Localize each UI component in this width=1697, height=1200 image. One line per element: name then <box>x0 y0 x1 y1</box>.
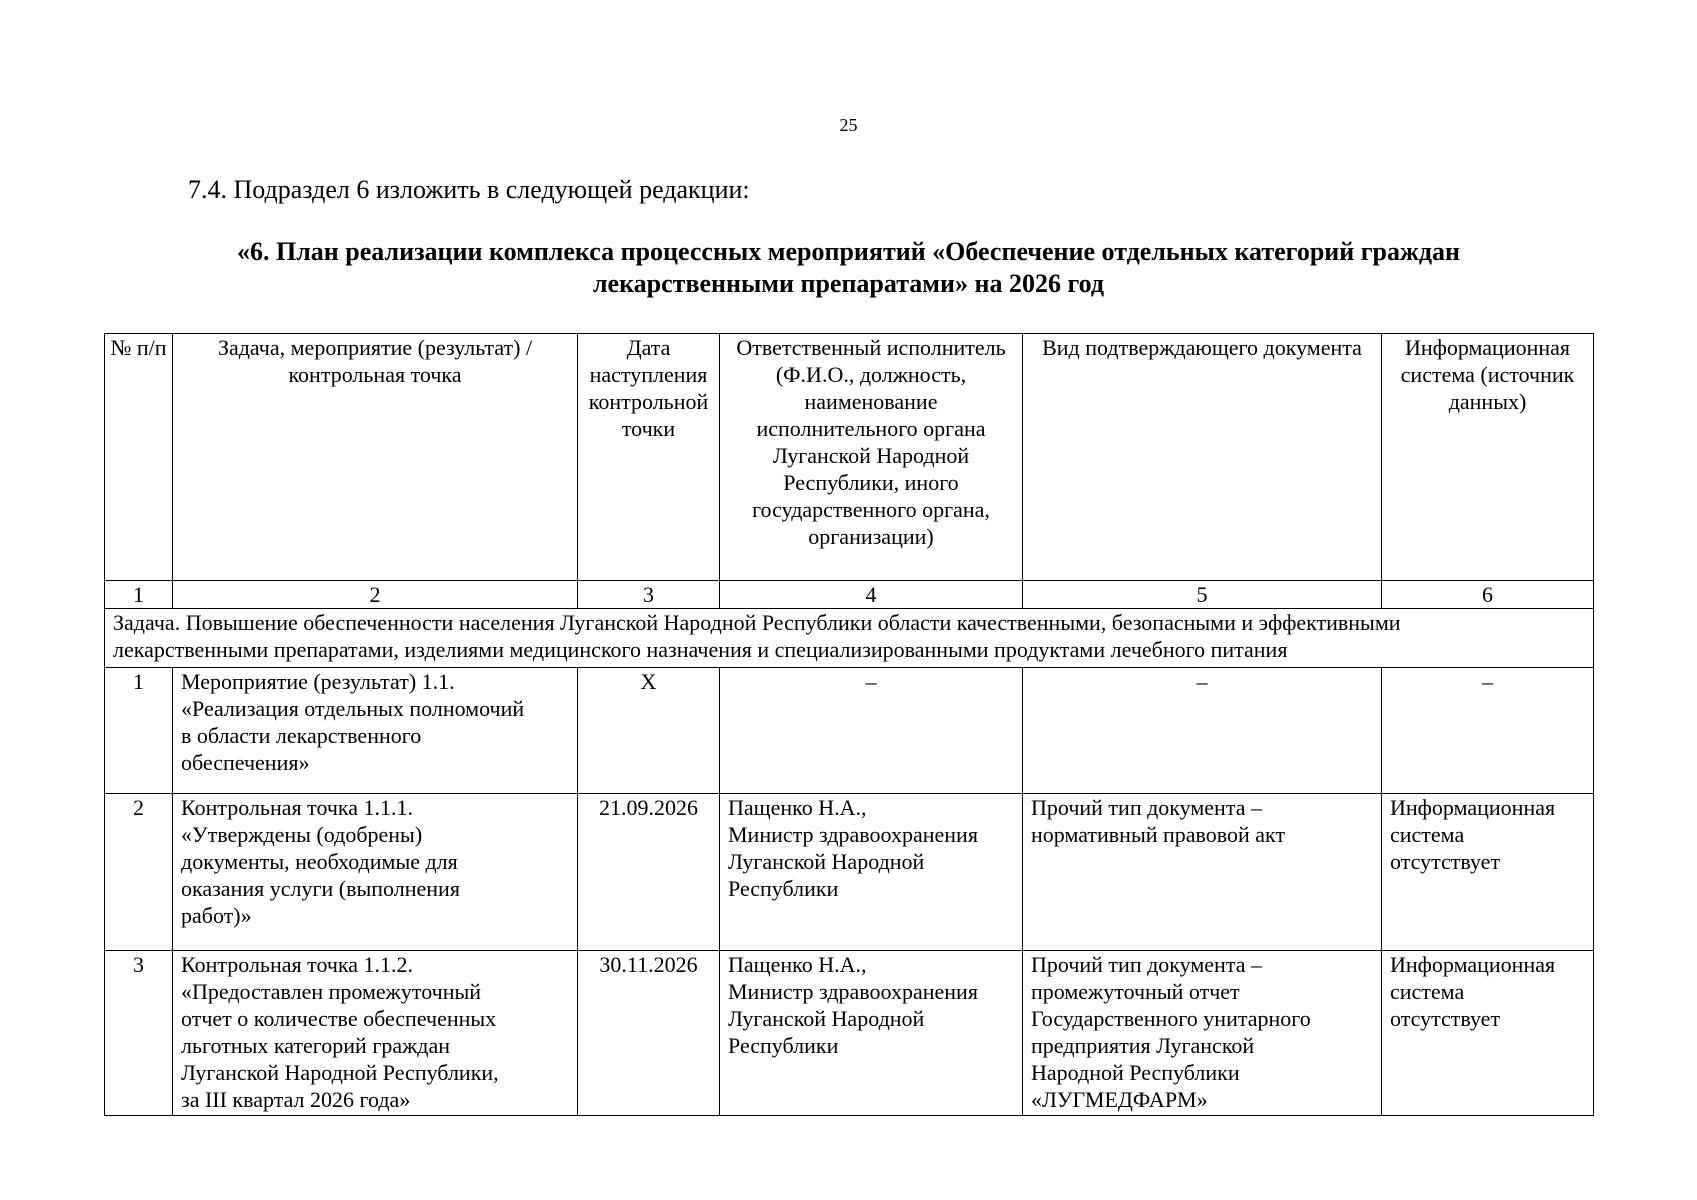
table-header-row <box>105 334 1594 581</box>
header-date: Дата наступления контрольной точки <box>578 334 720 581</box>
row-responsible: Пащенко Н.А., Министр здравоохранения Луганской Народной Республики <box>720 794 1023 951</box>
row-document: Прочий тип документа – нормативный правовой акт <box>1023 794 1382 951</box>
row-system: Информационная система отсутствует <box>1382 794 1594 951</box>
column-number: 1 <box>105 581 173 609</box>
table-row <box>105 951 1594 1116</box>
row-number: 2 <box>105 794 173 951</box>
header-document: Вид подтверждающего документа <box>1023 334 1382 581</box>
section-heading-line1: «6. План реализации комплекса процессных мероприятий «Обеспечение отдельных категорий граждан <box>236 237 1460 266</box>
row-responsible: – <box>720 668 1023 794</box>
row-system: – <box>1382 668 1594 794</box>
column-number: 4 <box>720 581 1023 609</box>
table-row <box>105 794 1594 951</box>
row-document: Прочий тип документа – промежуточный отчет Государственного унитарного предприятия Луганской Народной Республики «ЛУГМЕДФАРМ» <box>1023 951 1382 1116</box>
row-number: 1 <box>105 668 173 794</box>
row-activity: Мероприятие (результат) 1.1. «Реализация отдельных полномочий в области лекарственного обеспечения» <box>173 668 578 794</box>
column-number: 3 <box>578 581 720 609</box>
row-date: X <box>578 668 720 794</box>
table-row <box>105 668 1594 794</box>
header-number: № п/п <box>105 334 173 581</box>
column-number: 2 <box>173 581 578 609</box>
row-system: Информационная система отсутствует <box>1382 951 1594 1116</box>
section-heading <box>104 236 1593 300</box>
header-responsible: Ответственный исполнитель (Ф.И.О., должность, наименование исполнительного органа Луганской Народной Республики, иного государственного органа, организации) <box>720 334 1023 581</box>
header-task: Задача, мероприятие (результат) / контрольная точка <box>173 334 578 581</box>
row-responsible: Пащенко Н.А., Министр здравоохранения Луганской Народной Республики <box>720 951 1023 1116</box>
column-number: 6 <box>1382 581 1594 609</box>
page-number: 25 <box>839 115 858 135</box>
intro-text: 7.4. Подраздел 6 изложить в следующей редакции: <box>188 175 750 204</box>
row-number: 3 <box>105 951 173 1116</box>
plan-table <box>104 333 1594 1116</box>
column-number: 5 <box>1023 581 1382 609</box>
row-document: – <box>1023 668 1382 794</box>
row-date: 30.11.2026 <box>578 951 720 1116</box>
task-description: Задача. Повышение обеспеченности населения Луганской Народной Республики области качественными, безопасными и эффективными лекарственными препаратами, изделиями медицинского назначения и специализированными продуктами лечебного питания <box>105 609 1594 668</box>
row-date: 21.09.2026 <box>578 794 720 951</box>
row-activity: Контрольная точка 1.1.1. «Утверждены (одобрены) документы, необходимые для оказания услуги (выполнения работ)» <box>173 794 578 951</box>
row-activity: Контрольная точка 1.1.2. «Предоставлен промежуточный отчет о количестве обеспеченных льготных категорий граждан Луганской Народной Республики, за III квартал 2026 года» <box>173 951 578 1116</box>
section-heading-line2: лекарственными препаратами» на 2026 год <box>592 269 1105 298</box>
task-row <box>105 609 1594 668</box>
header-system: Информационная система (источник данных) <box>1382 334 1594 581</box>
column-number-row <box>105 581 1594 609</box>
